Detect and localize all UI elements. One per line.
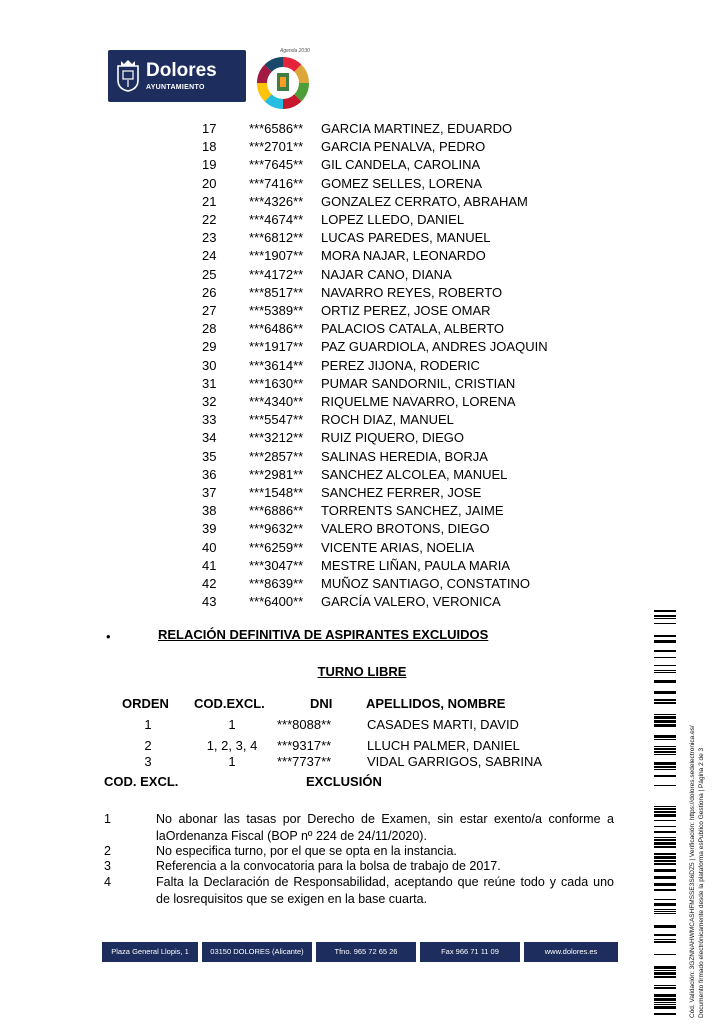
admitted-dni: ***8639**	[249, 576, 304, 591]
admitted-num: 41	[202, 557, 217, 573]
admitted-dni: ***3047**	[249, 557, 304, 573]
admitted-num: 33	[202, 412, 217, 428]
exclusion-code: 3	[104, 859, 111, 873]
admitted-name: SANCHEZ ALCOLEA, MANUEL	[321, 466, 508, 482]
list-item	[0, 484, 724, 502]
barcode-icon	[654, 610, 676, 1018]
admitted-num: 34	[202, 430, 217, 446]
admitted-name: GARCIA MARTINEZ, EDUARDO	[321, 121, 513, 136]
admitted-num: 38	[202, 503, 217, 519]
admitted-dni: ***9632**	[249, 521, 304, 537]
admitted-num: 28	[202, 321, 217, 337]
admitted-name: TORRENTS SANCHEZ, JAIME	[321, 503, 504, 519]
admitted-name: GARCIA PENALVA, PEDRO	[321, 139, 486, 155]
excluded-name: VIDAL GARRIGOS, SABRINA	[367, 754, 543, 769]
admitted-dni: ***8517**	[249, 284, 304, 300]
list-item	[0, 247, 724, 265]
list-item	[0, 302, 724, 320]
list-item	[0, 429, 724, 447]
admitted-num: 27	[202, 303, 217, 318]
exclusion-code: 2	[104, 844, 111, 858]
admitted-num: 18	[202, 139, 217, 155]
col-header-dni: DNI	[310, 696, 333, 711]
admitted-name: PUMAR SANDORNIL, CRISTIAN	[321, 375, 516, 391]
admitted-name: VALERO BROTONS, DIEGO	[321, 521, 490, 537]
admitted-dni: ***6586**	[249, 121, 304, 136]
excluded-dni: ***7737**	[277, 754, 332, 769]
exclusion-text: Referencia a la convocatoria para la bolsa de trabajo de 2017.	[156, 859, 501, 873]
admitted-name: GONZALEZ CERRATO, ABRAHAM	[321, 193, 528, 209]
excluded-dni: ***8088**	[277, 717, 332, 732]
admitted-dni: ***2701**	[249, 139, 304, 155]
admitted-name: PAZ GUARDIOLA, ANDRES JOAQUIN	[321, 339, 548, 355]
list-item	[0, 375, 724, 393]
excluded-dni: ***9317**	[277, 738, 332, 753]
admitted-name: NAVARRO REYES, ROBERTO	[321, 284, 503, 300]
col-header-orden: ORDEN	[122, 696, 169, 711]
excluded-orden: 2	[144, 738, 152, 753]
footer-phone: Tfno. 965 72 65 26	[316, 942, 416, 962]
excluded-orden: 3	[144, 754, 152, 769]
exclusion-text: No abonar las tasas por Derecho de Examen, sin estar exento/a conforme a laOrdenanza Fiscal (BOP nº 224 de 24/11/2020).	[156, 812, 614, 843]
list-item	[0, 502, 724, 520]
excluded-cod: 1	[228, 754, 236, 769]
col-header-name: APELLIDOS, NOMBRE	[366, 696, 506, 711]
codes-header-code: COD. EXCL.	[104, 774, 179, 789]
admitted-num: 37	[202, 485, 217, 500]
list-item	[0, 284, 724, 302]
exclusion-code-item	[0, 811, 724, 845]
admitted-dni: ***4326**	[249, 193, 304, 209]
admitted-dni: ***6812**	[249, 230, 304, 246]
admitted-num: 40	[202, 539, 217, 555]
excluded-cod: 1	[228, 717, 236, 732]
admitted-num: 42	[202, 576, 217, 591]
admitted-dni: ***1917**	[249, 339, 304, 355]
admitted-num: 19	[202, 157, 217, 173]
agenda-2030-icon	[248, 54, 318, 110]
admitted-num: 31	[202, 375, 217, 391]
excluded-row	[0, 737, 724, 754]
admitted-name: GOMEZ SELLES, LORENA	[321, 175, 483, 191]
list-item	[0, 593, 724, 611]
admitted-name: MESTRE LIÑAN, PAULA MARIA	[321, 557, 511, 573]
admitted-name: PALACIOS CATALA, ALBERTO	[321, 321, 505, 337]
excluded-section-title: RELACIÓN DEFINITIVA DE ASPIRANTES EXCLUIDOS	[158, 627, 489, 642]
admitted-num: 32	[202, 394, 217, 409]
footer-address: Plaza General Llopis, 1	[102, 942, 198, 962]
admitted-name: ROCH DIAZ, MANUEL	[321, 412, 454, 428]
col-header-cod: COD.EXCL.	[194, 696, 265, 711]
footer-bar	[102, 942, 618, 962]
list-item	[0, 557, 724, 575]
list-item	[0, 357, 724, 375]
verification-text	[688, 610, 706, 1018]
list-item	[0, 448, 724, 466]
excluded-name: CASADES MARTI, DAVID	[367, 717, 519, 732]
admitted-num: 30	[202, 357, 217, 373]
admitted-dni: ***7416**	[249, 175, 304, 191]
footer-web: www.dolores.es	[524, 942, 618, 962]
exclusion-text: Falta la Declaración de Responsabilidad, aceptando que reúne todo y cada uno de losrequisitos que se exigen en la base cuarta.	[156, 875, 614, 906]
admitted-dni: ***6400**	[249, 594, 304, 610]
admitted-dni: ***1630**	[249, 375, 304, 391]
admitted-dni: ***1907**	[249, 248, 304, 264]
admitted-name: LOPEZ LLEDO, DANIEL	[321, 212, 465, 227]
exclusion-text: No especifica turno, por el que se opta en la instancia.	[156, 844, 457, 858]
admitted-name: MORA NAJAR, LEONARDO	[321, 248, 486, 264]
admitted-name: GIL CANDELA, CAROLINA	[321, 157, 481, 173]
admitted-dni: ***6486**	[249, 321, 304, 337]
brand-name: Dolores	[146, 60, 217, 81]
admitted-dni: ***6259**	[249, 539, 304, 555]
admitted-name: RIQUELME NAVARRO, LORENA	[321, 394, 516, 409]
admitted-name: VICENTE ARIAS, NOELIA	[321, 539, 475, 555]
list-item	[0, 156, 724, 174]
list-item	[0, 575, 724, 593]
admitted-name: LUCAS PAREDES, MANUEL	[321, 230, 491, 246]
admitted-dni: ***3614**	[249, 357, 304, 373]
admitted-dni: ***1548**	[249, 485, 304, 500]
list-item	[0, 266, 724, 284]
admitted-dni: ***3212**	[249, 430, 304, 446]
admitted-num: 35	[202, 448, 217, 464]
admitted-dni: ***5547**	[249, 412, 304, 428]
list-item	[0, 411, 724, 429]
exclusion-code-item	[0, 874, 724, 908]
admitted-name: GARCÍA VALERO, VERONICA	[321, 594, 501, 610]
admitted-num: 17	[202, 121, 217, 136]
coat-of-arms-icon	[116, 58, 140, 92]
excluded-orden: 1	[144, 717, 152, 732]
admitted-num: 24	[202, 248, 217, 264]
admitted-num: 29	[202, 339, 217, 355]
turno-title: TURNO LIBRE	[317, 664, 407, 679]
admitted-name: RUIZ PIQUERO, DIEGO	[321, 430, 465, 446]
admitted-num: 23	[202, 230, 217, 246]
verification-line-2: Documento firmado electrónicamente desde la plataforma esPublico Gestiona | Página 2 de 3	[698, 747, 705, 1018]
admitted-name: ORTIZ PEREZ, JOSE OMAR	[321, 303, 491, 318]
dolores-logo	[108, 50, 246, 102]
admitted-name: PEREZ JIJONA, RODERIC	[321, 357, 480, 373]
admitted-num: 36	[202, 466, 217, 482]
list-item	[0, 211, 724, 229]
excluded-row	[0, 716, 724, 733]
admitted-num: 20	[202, 175, 217, 191]
admitted-dni: ***2981**	[249, 466, 304, 482]
admitted-name: MUÑOZ SANTIAGO, CONSTATINO	[321, 576, 530, 591]
verification-line-1: Cód. Validación: 3GZNNAHWMCASHFMSSE3S6DZ5 | Verificación: https://dolores.sedelectronica.es/	[689, 725, 696, 1018]
excluded-name: LLUCH PALMER, DANIEL	[367, 738, 520, 753]
list-item	[0, 193, 724, 211]
admitted-name: SALINAS HEREDIA, BORJA	[321, 448, 488, 464]
list-item	[0, 229, 724, 247]
admitted-dni: ***6886**	[249, 503, 304, 519]
admitted-dni: ***7645**	[249, 157, 304, 173]
admitted-dni: ***4674**	[249, 212, 304, 227]
admitted-num: 25	[202, 266, 217, 282]
admitted-dni: ***5389**	[249, 303, 304, 318]
list-item	[0, 120, 724, 138]
agenda-label: Agenda 2030	[280, 48, 310, 54]
admitted-name: SANCHEZ FERRER, JOSE	[321, 485, 482, 500]
exclusion-code: 4	[104, 875, 111, 889]
admitted-num: 26	[202, 284, 217, 300]
exclusion-code: 1	[104, 812, 111, 826]
admitted-num: 22	[202, 212, 217, 227]
footer-fax: Fax 966 71 11 09	[420, 942, 520, 962]
excluded-cod: 1, 2, 3, 4	[206, 738, 258, 753]
admitted-dni: ***2857**	[249, 448, 304, 464]
list-item	[0, 539, 724, 557]
brand-sub: AYUNTAMIENTO	[146, 84, 205, 91]
list-item	[0, 338, 724, 356]
list-item	[0, 393, 724, 411]
list-item	[0, 175, 724, 193]
codes-header-desc: EXCLUSIÓN	[306, 774, 382, 789]
admitted-num: 43	[202, 594, 217, 610]
list-item	[0, 520, 724, 538]
admitted-name: NAJAR CANO, DIANA	[321, 266, 452, 282]
admitted-num: 39	[202, 521, 217, 537]
excluded-row	[0, 753, 724, 770]
admitted-num: 21	[202, 193, 217, 209]
list-item	[0, 320, 724, 338]
admitted-dni: ***4340**	[249, 394, 304, 409]
footer-city: 03150 DOLORES (Alicante)	[202, 942, 312, 962]
bullet: •	[106, 629, 111, 644]
list-item	[0, 138, 724, 156]
list-item	[0, 466, 724, 484]
admitted-dni: ***4172**	[249, 266, 304, 282]
